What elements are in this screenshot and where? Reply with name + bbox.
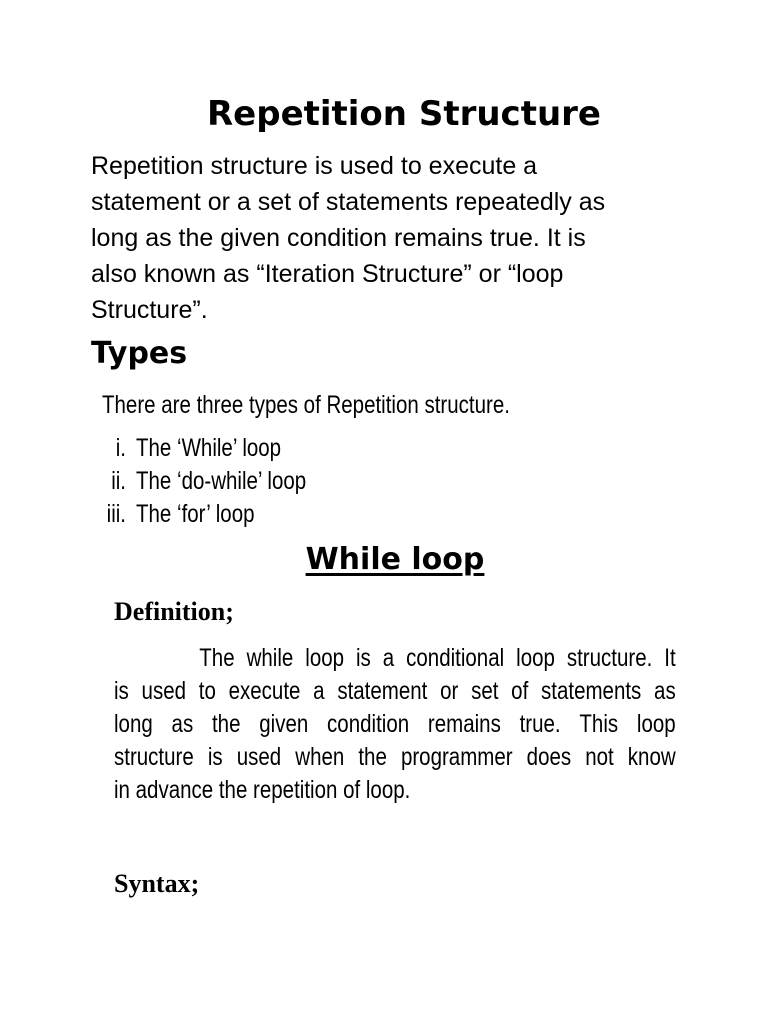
definition-word: This xyxy=(579,710,619,738)
intro-line: Repetition structure is used to execute a xyxy=(91,152,538,180)
definition-word: It xyxy=(664,644,676,672)
definition-word: remains xyxy=(427,710,501,738)
definition-word: to xyxy=(198,677,216,705)
list-item-number: i. xyxy=(115,434,126,462)
intro-line: Structure”. xyxy=(91,296,208,324)
definition-word: know xyxy=(627,743,676,771)
definition-word: the xyxy=(211,710,241,738)
definition-line xyxy=(114,741,676,774)
definition-word: loop xyxy=(636,710,676,738)
definition-word: is xyxy=(207,743,223,771)
while-loop-heading: While loop xyxy=(305,542,485,577)
definition-line xyxy=(114,642,676,675)
definition-word: structure. xyxy=(566,644,653,672)
definition-word: condition xyxy=(327,710,410,738)
definition-word: while xyxy=(246,644,294,672)
definition-word: given xyxy=(259,710,309,738)
definition-word: programmer xyxy=(400,743,513,771)
list-item-text: The ‘While’ loop xyxy=(136,434,282,462)
definition-word: as xyxy=(171,710,194,738)
definition-word: when xyxy=(295,743,345,771)
definition-word: loop xyxy=(516,644,555,672)
page-title: Repetition Structure xyxy=(206,94,601,134)
definition-word: long xyxy=(114,710,153,738)
list-item-number: iii. xyxy=(106,500,126,528)
definition-word: does xyxy=(526,743,572,771)
definition-word: set xyxy=(471,677,499,705)
definition-word: or xyxy=(440,677,459,705)
list-item xyxy=(86,465,307,498)
list-item-text: The ‘do-while’ loop xyxy=(136,467,307,495)
definition-word: conditional xyxy=(406,644,505,672)
intro-line: also known as “Iteration Structure” or “loop xyxy=(91,260,564,288)
list-item xyxy=(86,432,282,465)
definition-word: a xyxy=(313,677,325,705)
definition-heading: Definition; xyxy=(114,597,234,626)
intro-line: long as the given condition remains true. It is xyxy=(91,224,586,252)
definition-word: a xyxy=(382,644,395,672)
intro-paragraph xyxy=(91,148,681,328)
intro-line: statement or a set of statements repeatedly as xyxy=(91,188,606,216)
types-list xyxy=(86,432,307,531)
types-heading: Types xyxy=(91,336,188,371)
definition-line: in advance the repetition of loop. xyxy=(114,776,411,804)
definition-word: is xyxy=(114,677,129,705)
list-item-number: ii. xyxy=(111,467,126,495)
list-item-text: The ‘for’ loop xyxy=(136,500,255,528)
definition-word: used xyxy=(236,743,282,771)
definition-word: used xyxy=(141,677,187,705)
definition-paragraph xyxy=(114,642,676,807)
syntax-heading: Syntax; xyxy=(114,869,200,898)
definition-word: of xyxy=(511,677,529,705)
definition-line xyxy=(114,675,676,708)
definition-word: structure xyxy=(114,743,194,771)
definition-word: not xyxy=(585,743,614,771)
definition-word: is xyxy=(356,644,371,672)
definition-word: the xyxy=(358,743,387,771)
definition-word: execute xyxy=(228,677,301,705)
definition-word: The xyxy=(199,644,235,672)
definition-word: loop xyxy=(305,644,345,672)
definition-word: statements xyxy=(541,677,642,705)
types-intro: There are three types of Repetition structure. xyxy=(102,391,510,419)
definition-word: as xyxy=(654,677,676,705)
definition-line xyxy=(114,708,676,741)
definition-word: statement xyxy=(337,677,428,705)
definition-word: true. xyxy=(519,710,561,738)
list-item xyxy=(86,498,255,531)
